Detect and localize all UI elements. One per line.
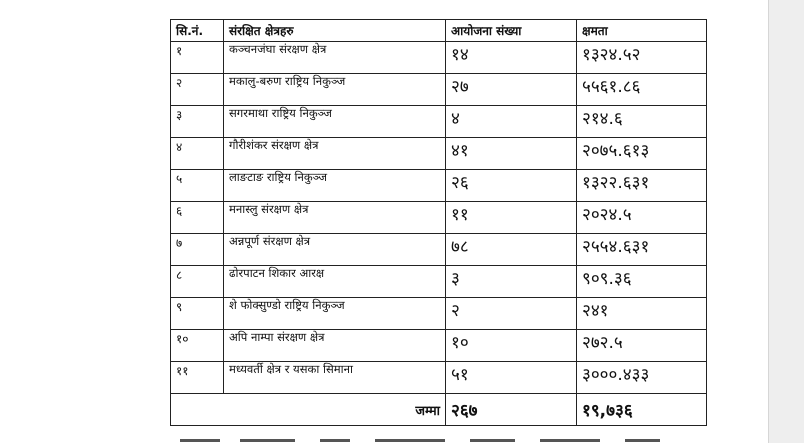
protected-area-cell: मकालु-बरुण राष्ट्रिय निकुञ्ज — [224, 74, 446, 106]
protected-area-cell: कञ्चनजंघा संरक्षण क्षेत्र — [224, 42, 446, 74]
table-row — [171, 42, 707, 74]
total-capacity: १९,७३६ — [577, 394, 707, 426]
project-count-cell: १० — [446, 330, 577, 362]
protected-area-cell: अन्नपूर्ण संरक्षण क्षेत्र — [224, 234, 446, 266]
table-row — [171, 138, 707, 170]
header-serial-number: सि.नं. — [171, 20, 224, 42]
total-project-count: २६७ — [446, 394, 577, 426]
capacity-cell: २०७५.६१३ — [577, 138, 707, 170]
project-count-cell: २६ — [446, 170, 577, 202]
serial-number-cell: ७ — [171, 234, 224, 266]
page-margin — [768, 0, 804, 443]
capacity-cell: २७२.५ — [577, 330, 707, 362]
capacity-cell: ३०००.४३३ — [577, 362, 707, 394]
project-count-cell: २७ — [446, 74, 577, 106]
serial-number-cell: ९ — [171, 298, 224, 330]
table-row — [171, 234, 707, 266]
serial-number-cell: ३ — [171, 106, 224, 138]
serial-number-cell: १० — [171, 330, 224, 362]
protected-area-cell: अपि नाम्पा संरक्षण क्षेत्र — [224, 330, 446, 362]
table-row — [171, 202, 707, 234]
capacity-cell: २४१ — [577, 298, 707, 330]
serial-number-cell: ११ — [171, 362, 224, 394]
capacity-cell: २५५४.६३१ — [577, 234, 707, 266]
table-row — [171, 266, 707, 298]
table-row — [171, 330, 707, 362]
project-count-cell: ३ — [446, 266, 577, 298]
project-count-cell: १४ — [446, 42, 577, 74]
next-line-text-fragment — [170, 437, 706, 443]
total-label: जम्मा — [171, 394, 446, 426]
project-count-cell: ५१ — [446, 362, 577, 394]
project-count-cell: ४ — [446, 106, 577, 138]
capacity-cell: ९०९.३६ — [577, 266, 707, 298]
protected-area-cell: सगरमाथा राष्ट्रिय निकुञ्ज — [224, 106, 446, 138]
project-count-cell: ४१ — [446, 138, 577, 170]
page-edge-divider — [768, 0, 769, 443]
table-row — [171, 298, 707, 330]
serial-number-cell: ६ — [171, 202, 224, 234]
protected-areas-table — [170, 19, 707, 426]
project-count-cell: २ — [446, 298, 577, 330]
protected-area-cell: शे फोक्सुण्डो राष्ट्रिय निकुञ्ज — [224, 298, 446, 330]
protected-area-cell: गौरीशंकर संरक्षण क्षेत्र — [224, 138, 446, 170]
table-row — [171, 74, 707, 106]
capacity-cell: २०२४.५ — [577, 202, 707, 234]
project-count-cell: ७८ — [446, 234, 577, 266]
table-header-row — [171, 20, 707, 42]
table-row — [171, 106, 707, 138]
header-protected-area: संरक्षित क्षेत्रहरु — [224, 20, 446, 42]
serial-number-cell: ४ — [171, 138, 224, 170]
serial-number-cell: ८ — [171, 266, 224, 298]
capacity-cell: १३२४.५२ — [577, 42, 707, 74]
serial-number-cell: १ — [171, 42, 224, 74]
capacity-cell: १३२२.६३१ — [577, 170, 707, 202]
header-project-count: आयोजना संख्या — [446, 20, 577, 42]
project-count-cell: ११ — [446, 202, 577, 234]
protected-area-cell: लाङटाङ राष्ट्रिय निकुञ्ज — [224, 170, 446, 202]
capacity-cell: ५५६१.८६ — [577, 74, 707, 106]
serial-number-cell: २ — [171, 74, 224, 106]
header-capacity: क्षमता — [577, 20, 707, 42]
table-row — [171, 170, 707, 202]
table-row — [171, 362, 707, 394]
serial-number-cell: ५ — [171, 170, 224, 202]
protected-area-cell: ढोरपाटन शिकार आरक्ष — [224, 266, 446, 298]
protected-area-cell: मनास्लु संरक्षण क्षेत्र — [224, 202, 446, 234]
total-row — [171, 394, 707, 426]
protected-area-cell: मध्यवर्ती क्षेत्र र यसका सिमाना — [224, 362, 446, 394]
capacity-cell: २१४.६ — [577, 106, 707, 138]
